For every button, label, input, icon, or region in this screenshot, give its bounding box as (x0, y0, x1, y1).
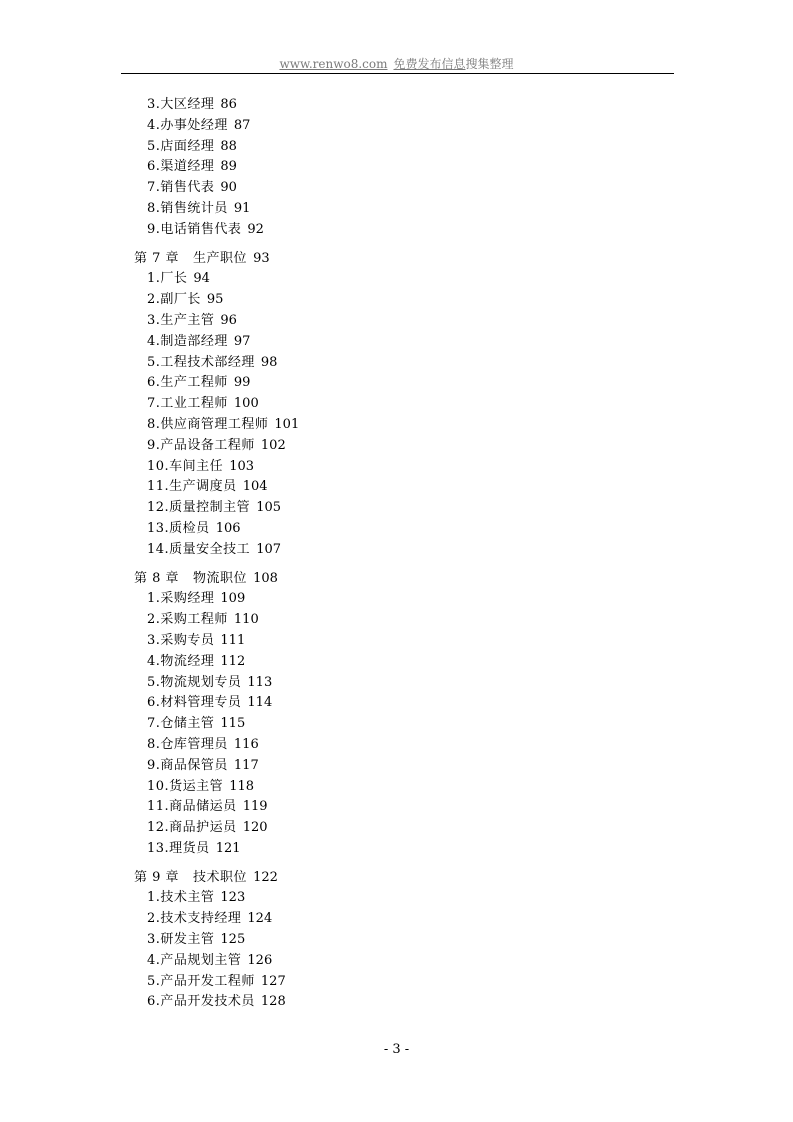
item-label: 4.办事处经理 (147, 117, 228, 133)
item-page-number: 126 (247, 952, 273, 968)
item-label: 3.生产主管 (147, 312, 215, 328)
item-label: 5.店面经理 (147, 138, 215, 154)
toc-item[interactable] (134, 693, 674, 714)
chapter-title: 生产职位 (193, 250, 248, 266)
item-label: 6.材料管理专员 (147, 695, 242, 711)
item-page-number: 116 (233, 736, 259, 752)
item-page-number: 125 (220, 932, 246, 948)
toc-item[interactable] (134, 992, 674, 1013)
item-label: 9.电话销售代表 (147, 221, 242, 237)
item-page-number: 124 (247, 911, 273, 927)
item-label: 7.仓储主管 (147, 716, 215, 732)
item-label: 10.货运主管 (147, 778, 224, 794)
toc-item[interactable] (134, 777, 674, 798)
toc-item[interactable] (134, 415, 674, 436)
item-page-number: 106 (215, 520, 241, 536)
toc-item[interactable] (134, 735, 674, 756)
item-page-number: 107 (256, 541, 282, 557)
toc-item[interactable] (134, 373, 674, 394)
item-page-number: 120 (242, 820, 268, 836)
toc-item[interactable] (134, 477, 674, 498)
toc-item[interactable] (134, 498, 674, 519)
item-page-number: 110 (233, 612, 259, 628)
item-label: 1.厂长 (147, 271, 188, 287)
item-label: 8.供应商管理工程师 (147, 416, 269, 432)
toc-item[interactable] (134, 951, 674, 972)
toc-item[interactable] (134, 290, 674, 311)
header-site-link[interactable]: www.renwo8.com (279, 57, 388, 71)
item-page-number: 87 (233, 117, 251, 133)
item-label: 5.产品开发工程师 (147, 973, 255, 989)
item-label: 6.生产工程师 (147, 375, 228, 391)
item-page-number: 99 (233, 375, 251, 391)
toc-item[interactable] (134, 157, 674, 178)
item-label: 4.产品规划主管 (147, 952, 242, 968)
toc-item[interactable] (134, 631, 674, 652)
item-page-number: 97 (233, 333, 251, 349)
item-label: 11.生产调度员 (147, 479, 237, 495)
toc-item[interactable] (134, 199, 674, 220)
item-label: 9.商品保管员 (147, 757, 228, 773)
item-page-number: 86 (220, 97, 237, 112)
item-label: 9.产品设备工程师 (147, 437, 255, 453)
item-page-number: 119 (242, 799, 268, 815)
item-page-number: 104 (242, 479, 268, 495)
item-label: 13.理货员 (147, 840, 210, 856)
toc-item[interactable] (134, 137, 674, 158)
chapter-label: 第 7 章 (134, 250, 180, 266)
item-page-number: 121 (215, 840, 241, 856)
toc-item[interactable] (134, 818, 674, 839)
item-page-number: 123 (220, 890, 246, 906)
item-label: 1.技术主管 (147, 890, 215, 906)
toc-item[interactable] (134, 269, 674, 290)
toc-item[interactable] (134, 436, 674, 457)
item-label: 6.产品开发技术员 (147, 994, 255, 1010)
chapter-title: 物流职位 (193, 570, 248, 586)
toc-item[interactable] (134, 519, 674, 540)
chapter-title: 技术职位 (193, 869, 248, 885)
toc-chapter[interactable] (134, 249, 674, 270)
header-slogan-text: 搜集整理 (465, 57, 514, 71)
item-label: 7.销售代表 (147, 180, 215, 196)
item-page-number: 90 (220, 180, 237, 196)
toc-item[interactable] (134, 116, 674, 137)
header-rule (121, 73, 674, 74)
item-page-number: 128 (260, 994, 286, 1010)
item-page-number: 115 (220, 716, 246, 732)
item-page-number: 95 (206, 292, 224, 308)
item-label: 4.物流经理 (147, 653, 215, 669)
item-page-number: 94 (193, 271, 210, 287)
toc-item[interactable] (134, 909, 674, 930)
item-page-number: 102 (260, 437, 286, 453)
item-label: 3.研发主管 (147, 932, 215, 948)
toc-item[interactable] (134, 930, 674, 951)
toc-item[interactable] (134, 673, 674, 694)
chapter-page-number: 93 (253, 250, 270, 266)
toc-item[interactable] (134, 589, 674, 610)
toc-item[interactable] (134, 95, 674, 116)
toc-chapter[interactable] (134, 868, 674, 889)
item-page-number: 117 (233, 757, 259, 773)
toc-item[interactable] (134, 394, 674, 415)
toc-chapter[interactable] (134, 569, 674, 590)
item-page-number: 100 (233, 396, 259, 412)
item-page-number: 105 (256, 500, 282, 516)
item-page-number: 118 (229, 778, 255, 794)
item-label: 4.制造部经理 (147, 333, 228, 349)
item-label: 10.车间主任 (147, 458, 224, 474)
toc-item[interactable] (134, 839, 674, 860)
toc-item[interactable] (134, 756, 674, 777)
toc-item[interactable] (134, 332, 674, 353)
item-label: 8.销售统计员 (147, 200, 228, 216)
item-page-number: 89 (220, 159, 237, 175)
item-label: 12.商品护运员 (147, 820, 237, 836)
item-label: 5.物流规划专员 (147, 674, 242, 690)
item-page-number: 114 (247, 695, 273, 711)
item-label: 11.商品储运员 (147, 799, 237, 815)
item-page-number: 111 (220, 632, 246, 648)
item-label: 3.采购专员 (147, 632, 215, 648)
chapter-page-number: 108 (253, 570, 278, 586)
item-page-number: 96 (220, 312, 237, 328)
chapter-label: 第 8 章 (134, 570, 180, 586)
item-page-number: 101 (274, 416, 300, 432)
item-label: 5.工程技术部经理 (147, 354, 255, 370)
toc-item[interactable] (134, 652, 674, 673)
table-of-contents (134, 95, 674, 1013)
item-label: 12.质量控制主管 (147, 500, 251, 516)
item-label: 13.质检员 (147, 520, 210, 536)
toc-item[interactable] (134, 797, 674, 818)
page-number: - 3 - (383, 1042, 410, 1057)
item-page-number: 112 (220, 653, 246, 669)
toc-item[interactable] (134, 714, 674, 735)
item-label: 6.渠道经理 (147, 159, 215, 175)
item-page-number: 92 (247, 221, 264, 237)
item-page-number: 127 (260, 973, 286, 989)
item-label: 2.副厂长 (147, 292, 201, 308)
item-page-number: 103 (229, 458, 255, 474)
item-label: 3.大区经理 (147, 97, 215, 112)
item-label: 14.质量安全技工 (147, 541, 251, 557)
item-label: 7.工业工程师 (147, 396, 228, 412)
header-slogan-link[interactable]: 免费发布信息 (393, 57, 466, 71)
toc-item[interactable] (134, 220, 674, 241)
item-label: 1.采购经理 (147, 591, 215, 607)
item-page-number: 113 (247, 674, 273, 690)
toc-item[interactable] (134, 353, 674, 374)
toc-item[interactable] (134, 972, 674, 993)
item-page-number: 88 (220, 138, 237, 154)
page-header (0, 57, 793, 71)
chapter-page-number: 122 (253, 869, 278, 885)
chapter-label: 第 9 章 (134, 869, 180, 885)
item-label: 8.仓库管理员 (147, 736, 228, 752)
toc-item[interactable] (134, 610, 674, 631)
item-label: 2.采购工程师 (147, 612, 228, 628)
toc-item[interactable] (134, 311, 674, 332)
toc-item[interactable] (134, 457, 674, 478)
toc-item[interactable] (134, 178, 674, 199)
toc-item[interactable] (134, 888, 674, 909)
toc-item[interactable] (134, 540, 674, 561)
item-page-number: 109 (220, 591, 246, 607)
item-page-number: 91 (233, 200, 251, 216)
item-page-number: 98 (260, 354, 278, 370)
item-label: 2.技术支持经理 (147, 911, 242, 927)
